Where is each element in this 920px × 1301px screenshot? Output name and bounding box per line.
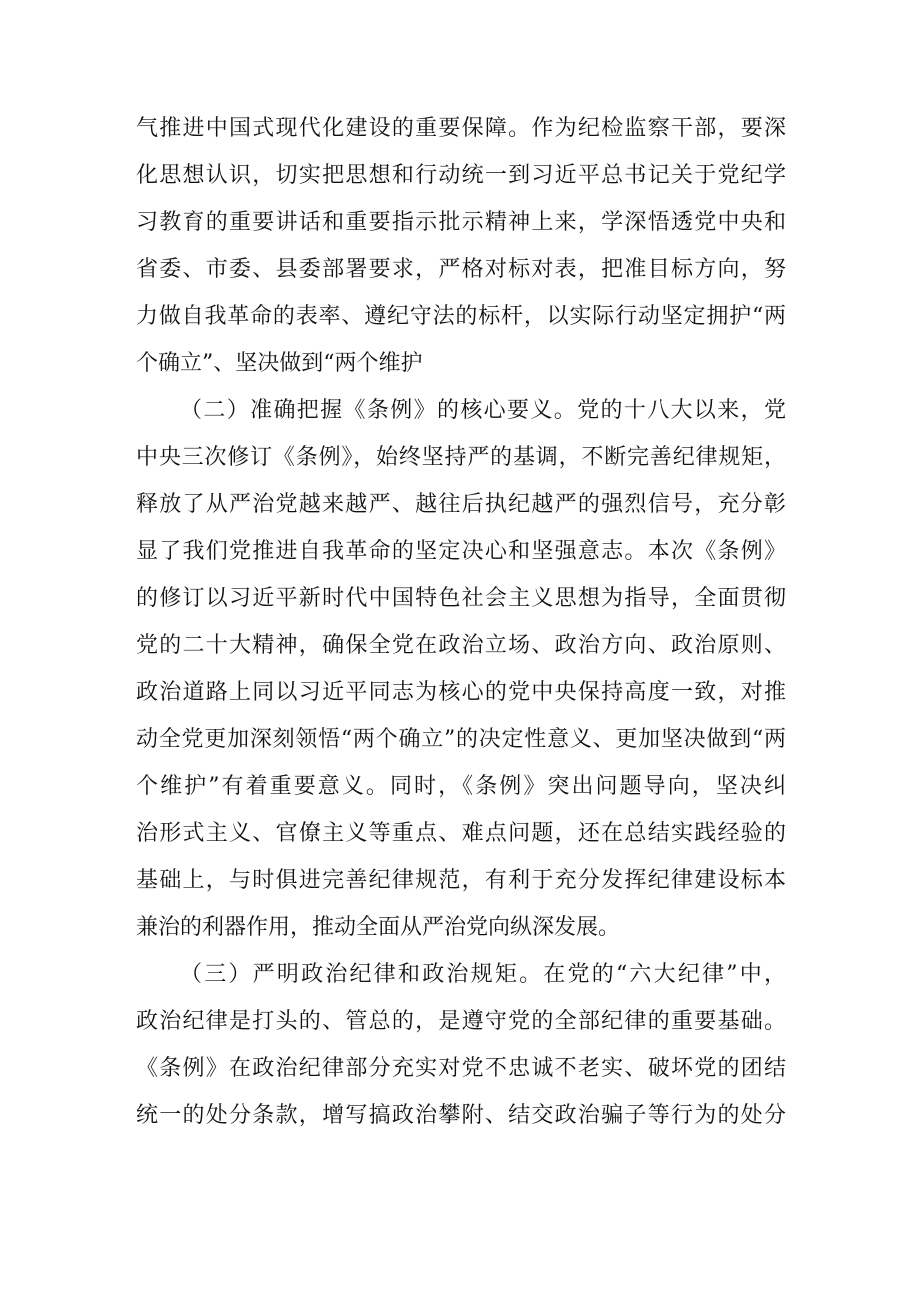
text-line: 政治道路上同以习近平同志为核心的党中央保持高度一致，对推 (136, 680, 786, 705)
text-line: 习教育的重要讲话和重要指示批示精神上来，学深悟透党中央和 (136, 210, 786, 235)
text-line: 治形式主义、官僚主义等重点、难点问题，还在总结实践经验的 (136, 821, 786, 846)
text-line: 个确立”、坚决做到“两个维护 (136, 351, 423, 376)
text-line: 统一的处分条款，增写搞政治攀附、结交政治骗子等行为的处分 (136, 1103, 786, 1128)
document-body (136, 105, 786, 1139)
text-line: 基础上，与时俱进完善纪律规范，有利于充分发挥纪律建设标本 (136, 868, 786, 893)
text-line: 兼治的利器作用，推动全面从严治党向纵深发展。 (136, 915, 621, 940)
text-line: 化思想认识，切实把思想和行动统一到习近平总书记关于党纪学 (136, 163, 786, 188)
text-line: 《条例》在政治纪律部分充实对党不忠诚不老实、破坏党的团结 (136, 1056, 786, 1081)
section-heading-line: （三）严明政治纪律和政治规矩。在党的“六大纪律”中， (180, 962, 786, 987)
section-heading-line: （二）准确把握《条例》的核心要义。党的十八大以来，党 (180, 398, 786, 423)
paragraph-continuation (136, 105, 786, 387)
text-line: 的修订以习近平新时代中国特色社会主义思想为指导，全面贯彻 (136, 586, 786, 611)
text-line: 释放了从严治党越来越严、越往后执纪越严的强烈信号，充分彰 (136, 492, 786, 517)
text-line: 政治纪律是打头的、管总的，是遵守党的全部纪律的重要基础。 (136, 1009, 786, 1034)
text-line: 动全党更加深刻领悟“两个确立”的决定性意义、更加坚决做到“两 (136, 727, 786, 752)
paragraph-section-3 (136, 951, 786, 1139)
paragraph-section-2 (136, 387, 786, 951)
text-line: 气推进中国式现代化建设的重要保障。作为纪检监察干部，要深 (136, 116, 786, 141)
text-line: 力做自我革命的表率、遵纪守法的标杆，以实际行动坚定拥护“两 (136, 304, 786, 329)
text-line: 中央三次修订《条例》，始终坚持严的基调，不断完善纪律规矩， (136, 445, 786, 470)
text-line: 党的二十大精神，确保全党在政治立场、政治方向、政治原则、 (136, 633, 786, 658)
text-line: 个维护”有着重要意义。同时，《条例》突出问题导向，坚决纠 (136, 774, 786, 799)
text-line: 显了我们党推进自我革命的坚定决心和坚强意志。本次《条例》 (136, 539, 786, 564)
text-line: 省委、市委、县委部署要求，严格对标对表，把准目标方向，努 (136, 257, 786, 282)
